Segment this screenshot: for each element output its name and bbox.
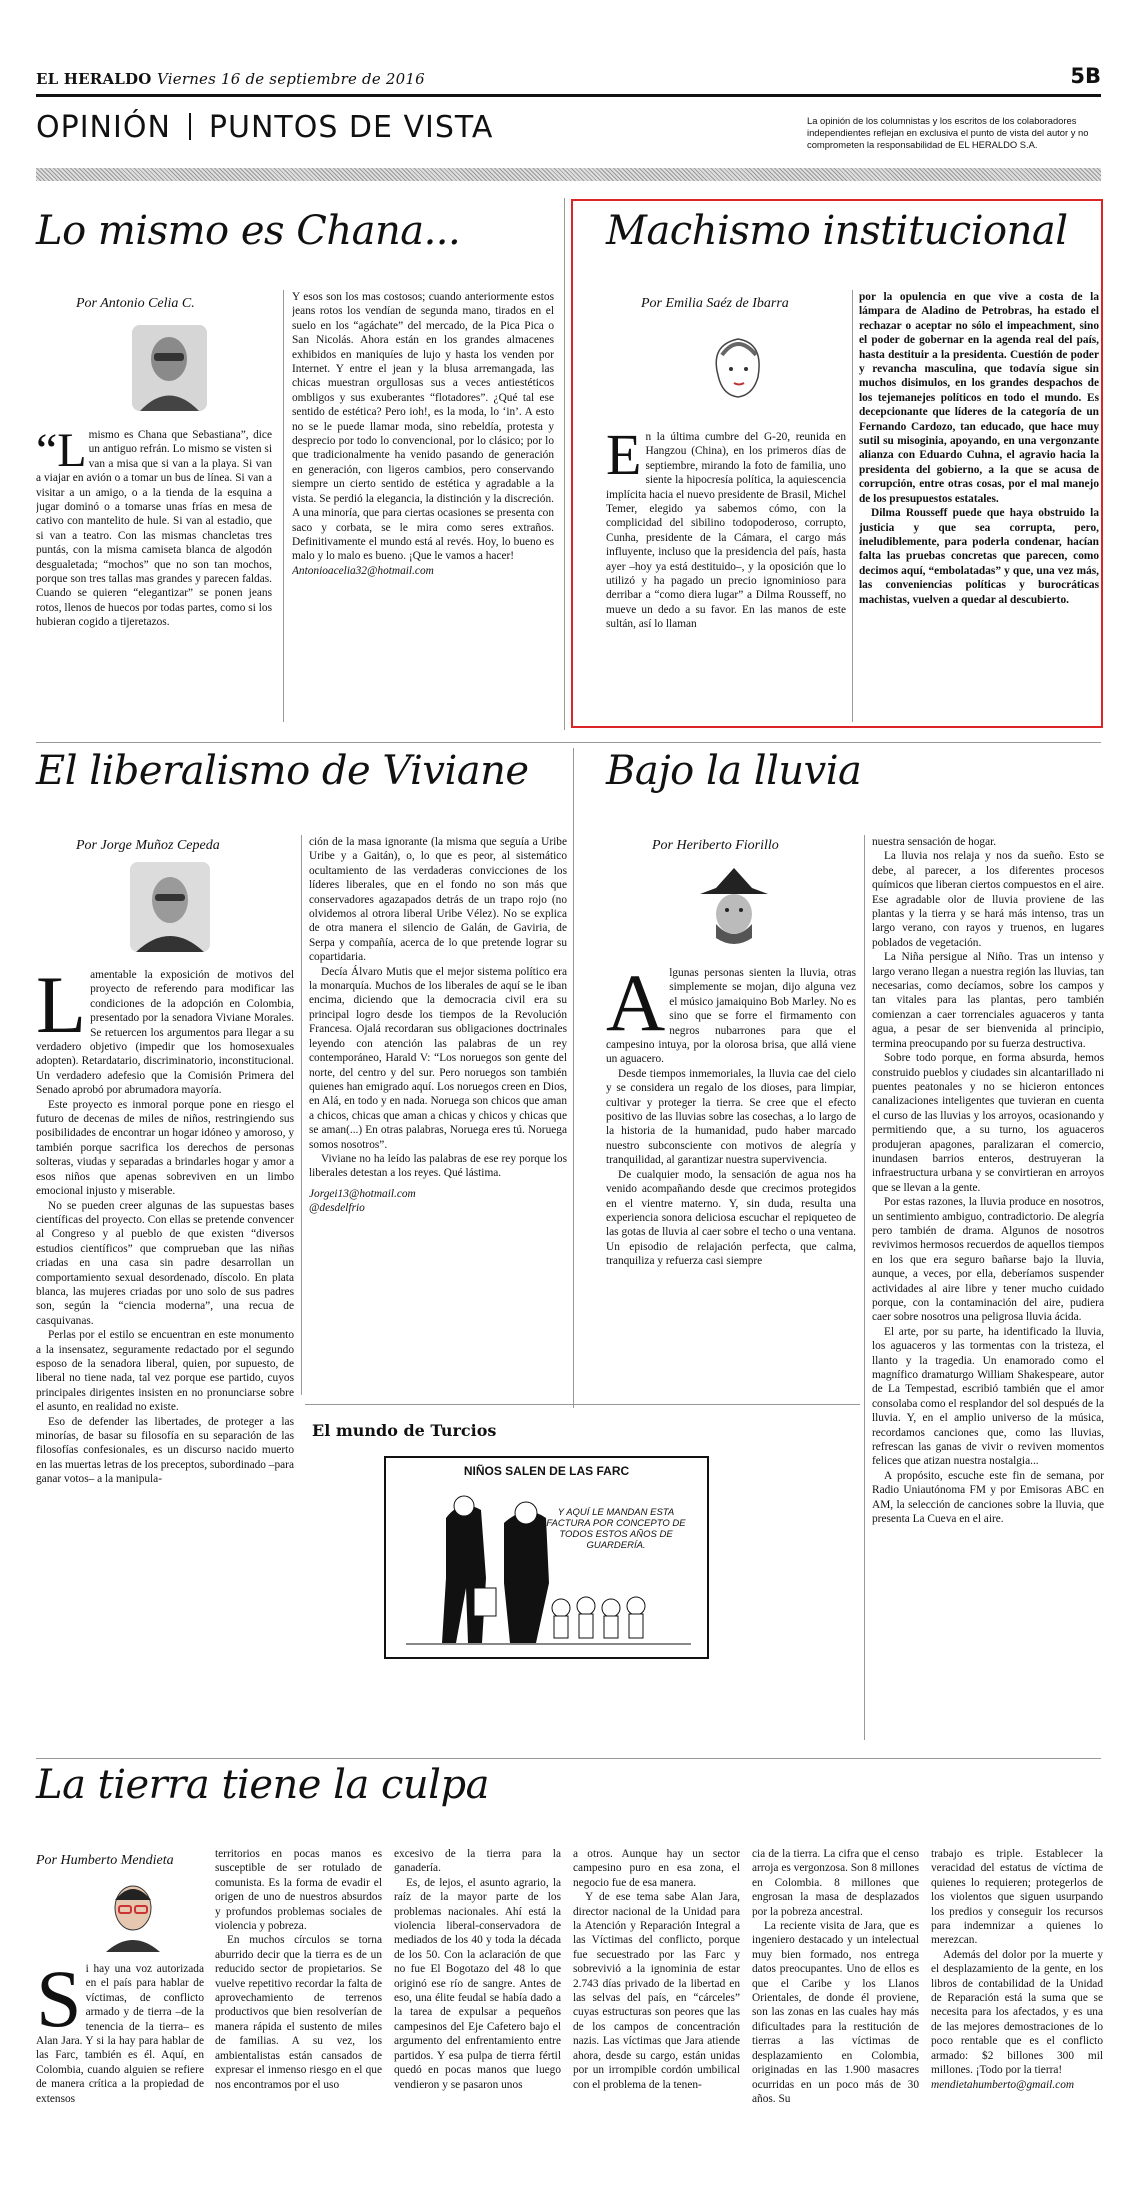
author-illustration-saez [698, 325, 778, 411]
byline-tierra: Por Humberto Mendieta [36, 1853, 174, 1868]
tierra-col4 [573, 1847, 740, 2177]
masthead-left [36, 70, 425, 88]
chana-col1 [36, 428, 272, 722]
tierra-para-4: excesivo de la tierra para la ganadería. [394, 1848, 561, 1875]
speech-text: Y AQUÍ LE MANDAN ESTA FACTURA POR CONCEPTO DE TODOS ESTOS AÑOS DE GUARDERÍA. [546, 1507, 686, 1551]
article-title-chana: Lo mismo es Chana... [36, 208, 461, 254]
viviane-para-5: Eso de defender las libertades, de proteger a las minorías, de basar su filosofía en su separación de las filosofías confesionales, es un discurso nacido muerto en las muertas letras de los preceptos, subordinado –para ganar votos– a la manipula- [36, 1415, 294, 1486]
dropcap-l: L [36, 968, 87, 1050]
tierra-col5 [752, 1847, 919, 2177]
viviane-para-3: No se pueden creer algunas de las supuestas bases científicas del proyecto. Con ellas se pretende convencer al Congreso y al pueblo de que existen “diversos estudios científicos” que comprueban que las niñas criadas en una casa sin padre desarrollan un comportamiento sexual desordenado, díscolo. En plata blanca, las mujeres criadas por uno solo de sus padres son, según la “ciencia moderna”, una recua de casquivanas. [36, 1199, 294, 1327]
row-divider [36, 742, 1101, 743]
col-divider [301, 835, 302, 1395]
section-puntos: PUNTOS DE VISTA [208, 110, 494, 145]
disclaimer: La opinión de los columnistas y los escritos de los colaboradores independientes reflejan en exclusiva el punto de vista del autor y no comprometen la responsabilidad de EL HERALDO S.A. [807, 115, 1089, 151]
chana-email: Antonioacelia32@hotmail.com [292, 564, 434, 577]
viviane-col2 [309, 835, 567, 1395]
tierra-email: mendietahumberto@gmail.com [931, 2078, 1075, 2091]
viviane-para-8: Viviane no ha leído las palabras de ese rey porque los liberales detestan a los reyes. Qué lástima. [309, 1152, 567, 1180]
viviane-para-1: amentable la exposición de motivos del proyecto de referendo para modificar las condiciones de la adopción en Colombia, presentado por la senadora Viviane Morales. Se retuercen los argumentos para llegar a su verdadero objetivo (impedir que los homosexuales adopten). Retardatario, discriminatorio, inconstitucional. Un verdadero adefesio que la Comisión Primera del Senado aprobó por abrumadora mayoría. [36, 969, 294, 1097]
chana-text-2: Y esos son los mas costosos; cuando anteriormente estos jeans rotos los vendían de segunda mano, tirados en el suelo en los “agáchate” del mercado, de la Pica Pica o San Nicolás. Ahora están en los grandes almacenes exhibidos en maniquíes de lujo y hasta los venden por Internet. Y entre el jean y la blusa arremangada, las chicas muestran orgullosas sus a veces antiestéticos ombligos y sus exuberantes “flotadores”. ¿Qué tal ese sentido de estética? Pero ioh!, es la moda, lo ‘in’. A esto no se le puede llamar moda, sino rebeldía, protesta y desprecio por todo lo convencional, por lo clásico; por lo que tradicionalmente ha venido pasando de generación en generación, con ligeros cambios, pero conservando siempre un cierto sentido de estética y agradable a la vista. Se perdió la elegancia, la distinción y la discreción. A una minoría, que para ciertas ocasiones se presenta con saco y corbata, se le mira como seres extraños. Definitivamente el mundo está al revés. Hoy, lo bueno es malo y lo malo es bueno. ¡Que le vamos a hacer! [292, 291, 554, 563]
section-divider [189, 113, 191, 140]
tierra-para-11: Además del dolor por la muerte y el desplazamiento de la gente, en los libros de contabilidad de la Unidad de Reparación está la suma que se necesita para los afectados, y es una de las mejores demostraciones de lo poco rentable que es el conflicto armado: $2 billones 300 mil millones. ¡Todo por la tierra! [931, 1948, 1103, 2077]
col-divider [573, 748, 574, 1408]
byline-chana: Por Antonio Celia C. [76, 296, 195, 311]
tierra-para-9: La reciente visita de Jara, que es ingeniero destacado y un intelectual muy bien formado, nos entrega datos preocupantes. Uno de ellos es que el Caribe y los Llanos Orientales, de donde él proviene, son las zonas en las cuales hay más dificultades para la restitución de tierras a las víctimas de desplazamiento en Colombia, originadas en las 1.900 masacres ocurridas en un poco más de 30 años. Su [752, 1920, 919, 2105]
col-divider [864, 835, 865, 1740]
viviane-para-4: Perlas por el estilo se encuentran en este monumento a la insensatez, seguramente redactado por el segundo esposo de la senadora liberal, quien, por supuesto, de liberal no tiene nada, tal vez porque ese partido, cuyos principales dirigentes insisten en no pronunciarse sobre el asunto, en realidad no existe. [36, 1329, 294, 1414]
machismo-col1 [606, 430, 846, 722]
viviane-para-2: Este proyecto es inmoral porque pone en riesgo el futuro de decenas de miles de niños, restringiendo sus posibilidades de encontrar un hogar idóneo y amoroso, y también porque sacrifica los derechos de personas solteras, viudas y separadas a brindarles hogar y amor a esos niños que apenas sobreviven en un limbo emocional injusto y miserable. [36, 1098, 294, 1198]
article-title-viviane: El liberalismo de Viviane [36, 748, 529, 794]
viviane-para-6: ción de la masa ignorante (la misma que seguía a Uribe Uribe y a Gaitán), o, lo que es peor, al sistemático ocultamiento de las verdaderas convicciones de los líderes liberales, que en el fondo no son más que conservadores agazapados detrás de un trapo rojo (no olvidemos al otrora liberal Uribe Vélez). No se explica de otra manera el silencio de Galán, de Gaviria, de Serpa y compañía, acerca de lo que pretende lograr su copartidaria. [309, 836, 567, 964]
tierra-col1 [36, 1962, 204, 2172]
author-illustration-mendieta [98, 1872, 168, 1952]
cartoon-title: NIÑOS SALEN DE LAS FARC [463, 1464, 630, 1478]
byline-lluvia: Por Heriberto Fiorillo [652, 838, 779, 853]
viviane-email: Jorgei13@hotmail.com [309, 1187, 416, 1200]
cartoon-section-title: El mundo de Turcios [312, 1421, 497, 1440]
lluvia-para-7: Sobre todo porque, en forma absurda, hemos construido pueblos y ciudades sin alcantarillado ni puentes peatonales y no se hicieron entonces canalizaciones inteligentes que tuvieran en cuenta el curso de las lluvias y los arroyos, ocasionando y permitiendo que, a su turno, los aguaceros produjeran apagones, paralizaran el comercio, inundasen barrios enteros, destruyeran la infraestructura urbana y se convirtieran en arroyos que se llevan a la gente. [872, 1052, 1104, 1194]
row-divider [305, 1404, 860, 1405]
viviane-para-7: Decía Álvaro Mutis que el mejor sistema político era la monarquía. Muchos de los liberales de aquí se le iban encima, diciendo que la democracia civil era su principal logro desde los tiempos de la Revolución Francesa. Ojalá recordaran sus obligaciones doctrinales leyendo con atención las palabras de un rey contemporáneo, Harald V: “Los noruegos son gente del norte, del centro y del sur. Pero noruegos son también quienes han emigrado aquí. Los noruegos creen en Dios, en Alá, en todo y en nada. Noruega son chicos que aman a chicos, chicas que aman a chicas y chicos y chicas que se aman(...) En otras palabras, Noruega eres tú. Noruega somos nosotros”. [309, 965, 567, 1151]
author-photo-celia [132, 325, 207, 411]
lluvia-para-1: lgunas personas sienten la lluvia, otras simplemente se mojan, dijo alguna vez el músico jamaiquino Bob Marley. No es sino que se forre el firmamento con negros nubarrones para que el campesino intuya, por la olorosa brisa, que allá viene un aguacero. [606, 967, 856, 1066]
lluvia-para-8: Por estas razones, la lluvia produce en nosotros, un sentimiento ambiguo, contradictorio. De alegría pero también de drama. Algunos de nosotros revivimos hermosos recuerdos de aquellos tiempos en los que era seguro bañarse bajo la lluvia, aunque, a veces, por ella, deberíamos suspender actividades al aire libre y tener mucho cuidado porque, con la contaminación del aire, pudiera caer sobre nosotros una peligrosa lluvia ácida. [872, 1196, 1104, 1324]
article-title-machismo: Machismo institucional [606, 208, 1068, 254]
lluvia-para-2: Desde tiempos inmemoriales, la lluvia cae del cielo y se considera un regalo de los dioses, para limpiar, cultivar y proteger la tierra. Se cree que el efecto positivo de las lluvias sobre las cosechas, a lo largo de la historia de la humanidad, pudo haber marcado nuestro subconsciente con motivos de alegría y tranquilidad, al garantizar nuestra supervivencia. [606, 1067, 856, 1167]
hatch-band [36, 168, 1101, 181]
machismo-text-2: por la opulencia en que vive a costa de la lámpara de Aladino de Petrobras, ha estado el rechazar o aceptar no sólo el impeachment, sino el poder de gobernar en la agenda real del país, hasta destituir a la presidenta. Cuestión de poder y revancha masculina, que todavía sigue sin muchos disimulos, en los grandes despachos de los tejemanejes políticos en todo el mundo. Es decepcionante que líderes de la categoría de un Fernando Cardozo, tan educado, que hace muy sutil su misoginia, apoyando, en una vergonzante alianza con Eduardo Cuhna, el agravio hacia la presidenta del gobierno, a la que se acusa de corrupción, entre otras cosas, por el mal manejo de los presupuestos estatales. [859, 291, 1099, 505]
open-quote: “L [36, 428, 87, 477]
dropcap-e: E [606, 430, 642, 487]
tierra-para-6: a otros. Aunque hay un sector campesino puro en esa zona, el negocio fue de esa manera. [573, 1848, 740, 1889]
lluvia-para-5: La lluvia nos relaja y nos da sueño. Esto se debe, al parecer, a los diferentes procesos químicos que liberan ciertos compuestos en el aire. Ese agradable olor de lluvia proviene de las plantas y la tierra y se hará más intenso, tras un largo verano, con rayos y truenos, en lugares poblados de vegetación. [872, 850, 1104, 949]
byline-viviane: Por Jorge Muñoz Cepeda [76, 838, 220, 853]
dropcap-a: A [606, 966, 666, 1048]
author-photo-munoz [130, 862, 210, 952]
machismo-text-3: Dilma Rousseff puede que haya obstruido la justicia y que sea corrupta, pero, ineludiblemente, para poderla condenar, hacían falta las pruebas concretas que parecen, como decimos aquí, “embolatadas” y que, una vez más, las conveniencias políticas y burocráticas machistas, vuelven a quedar al descubierto. [859, 507, 1099, 606]
section-opinion: OPINIÓN [36, 110, 171, 145]
tierra-col3 [394, 1847, 561, 2177]
edition-date: Viernes 16 de septiembre de 2016 [156, 70, 425, 88]
article-title-tierra: La tierra tiene la culpa [36, 1762, 489, 1808]
lluvia-para-10: A propósito, escuche este fin de semana, por Radio Uniautónoma FM y por Emisoras ABC en AM, la selección de canciones sobre la lluvia, que presenta La Cueva en el aire. [872, 1469, 1104, 1526]
paper-name: EL HERALDO [36, 70, 152, 88]
author-illustration-fiorillo [690, 860, 778, 950]
tierra-para-2: territorios en pocas manos es susceptible de ser rotulado de comunista. Es la forma de evadir el origen de uno de nuestros absurdos y profundos problemas sociales de violencia y pobreza. [215, 1848, 382, 1933]
col-divider [564, 198, 565, 730]
row-divider [36, 1758, 1101, 1759]
cartoon-drawing [386, 1458, 711, 1661]
lluvia-col1 [606, 966, 856, 1391]
lluvia-para-3: De cualquier modo, la sensación de agua nos ha venido acompañando desde que crecimos protegidos en el vientre materno. Y, sin duda, resulta una experiencia sonora deliciosa escuchar el repiqueteo de las gotas de lluvia al caer sobre el techo o una ventana. Un episodio de relajación perfecta, que calma, tranquiliza y refuerza casi siempre [606, 1168, 856, 1268]
lluvia-col2 [872, 835, 1104, 1740]
byline-machismo: Por Emilia Saéz de Ibarra [641, 296, 789, 311]
chana-col2 [292, 290, 554, 722]
lluvia-para-4: nuestra sensación de hogar. [872, 836, 997, 848]
col-divider [852, 290, 853, 722]
machismo-text-1: n la última cumbre del G-20, reunida en Hangzou (China), en los primeros días de septiembre, mirando la foto de familia, uno siente la hipocresía política, la aquiescencia implícita hacia el nuevo presidente de Brasil, Michel Temer, elegido ya sabemos cómo, con la complicidad del sibilino todopoderoso, corrupto, Cunha, presidente de la Cámara, el cargo más influyente, incluso que la presidencia del país, hasta ayer –hoy ya está destituido–, y la oposición que lo utilizó y ha pagado un precio ignominioso para derribar a “como diera lugar” a Dilma Rousseff, no mueve un dedo a su favor. En las manos de este sultán, así lo llaman [606, 431, 846, 631]
page-number: 5B [1070, 64, 1101, 88]
tierra-para-5: Es, de lejos, el asunto agrario, la raíz de la mayor parte de los problemas nacionales. Ahí está la violencia liberal-conservadora de mediados de los 40 y toda la década de los 50. Con la aclaración de que no fue El Bogotazo del 48 lo que originó ese río de sangre. Antes de eso, una élite feudal se había dado a la tarea de expulsar a pequeños campesinos del Eje Cafetero bajo el argumento del enfrentamiento entre partidos. Y esa pulpa de tierra fértil quedó en pocas manos que luego vendieron y se pasaron unos [394, 1876, 561, 2091]
lluvia-para-6: La Niña persigue al Niño. Tras un intenso y largo verano llegan a nuestra región las lluvias, tan necesarias, como decíamos, sobre los campos y tan vitales para las plantas, pero también comienzan a caer torrenciales aguaceros y tanta agua, a pesar de ser bienvenida al principio, termina preocupando por su fuerza destructiva. [872, 951, 1104, 1050]
chana-text-1: mismo es Chana que Sebastiana”, dice un antiguo refrán. Lo mismo se visten si van a misa que si van a la playa. Si van a viajar en avión o a tomar un bus de línea. Si van a visitar a un amigo, o a la tienda de la esquina a jugar dominó o a tomarse unas frías en mesa de cativo con mantelito de hule. Si van al estadio, que si van a teatro. Con las mismas chancletas tres puntás, con la misma camiseta blanca de algodón desgualetada; “mochos” que no son tan mochos, porque son tres tallas mas grandes y parecen faldas. Cuando se quieren “elegantizar” se ponen jeans rotos, llenos de huecos por todas partes, como si los hubieran cogido a tijeretazos. [36, 429, 272, 629]
tierra-para-3: En muchos círculos se torna aburrido decir que la tierra es de un reducido sector de propietarios. Se vuelve repetitivo recordar la falta de aprovechamiento de terrenos productivos que bien resolverían de manera rápida el sustento de miles de familias. A su vez, los ambientalistas están cansados de expresar el inmenso riesgo en el que nos encontramos por el uso [215, 1934, 382, 2091]
machismo-col2 [859, 290, 1099, 722]
col-divider [283, 290, 284, 722]
tierra-para-10: trabajo es triple. Establecer la veracidad del estatus de víctima de quienes lo requieren; protegerlos de los violentos que siguen usurpando los predios y conseguir los recursos para indemnizar a quienes lo merezcan. [931, 1848, 1103, 1947]
lluvia-para-9: El arte, por su parte, ha identificado la lluvia, los aguaceros y las tormentas con la tristeza, el llanto y la tragedia. Un enamorado como el magnífico dramaturgo William Shakespeare, autor de La Tempestad, escribió también que el amor consolaba como el resplandor del sol después de la lluvia. Y, en el amplio universo de la música, recordamos canciones que, como las lluvias, refrescan las ganas de vivir o reviven momentos felices que atizan nuestra nostalgia... [872, 1325, 1104, 1468]
top-rule [36, 94, 1101, 97]
section-header [36, 110, 493, 145]
tierra-col6 [931, 1847, 1103, 2177]
tierra-para-1: i hay una voz autorizada en el país para hablar de víctimas, de conflicto armado y de tierra –de la tenencia de la tierra– es Alan Jara. Y si la hay para hablar de las Farc, también es él. Aquí, en Colombia, cuando alguien se refiere de manera crítica a la propiedad de extensos [36, 1963, 204, 2105]
cartoon [384, 1456, 709, 1659]
viviane-col1 [36, 968, 294, 1748]
tierra-col2 [215, 1847, 382, 2177]
tierra-para-8: cia de la tierra. La cifra que el censo arroja es vergonzosa. Son 8 millones en Colombia. 8 millones que engrosan la masa de desplazados por la pobreza ancestral. [752, 1848, 919, 1918]
tierra-para-7: Y de ese tema sabe Alan Jara, director nacional de la Unidad para la Atención y Reparación Integral a las Víctimas del conflicto, porque fue secuestrado por las Farc y sobrevivió a la ignominia de estar 2.743 días privado de la libertad en las selvas del país, en “cárceles” cuyas estructuras son peores que las de los campos de concentración nazis. Las víctimas que Jara atiende ahora, desde su cargo, están unidas por un irrompible cordón umbilical con el problema de la tenen- [573, 1891, 740, 2091]
viviane-twitter: @desdelfrio [309, 1202, 365, 1215]
article-title-lluvia: Bajo la lluvia [606, 748, 862, 794]
dropcap-s: S [36, 1962, 82, 2044]
